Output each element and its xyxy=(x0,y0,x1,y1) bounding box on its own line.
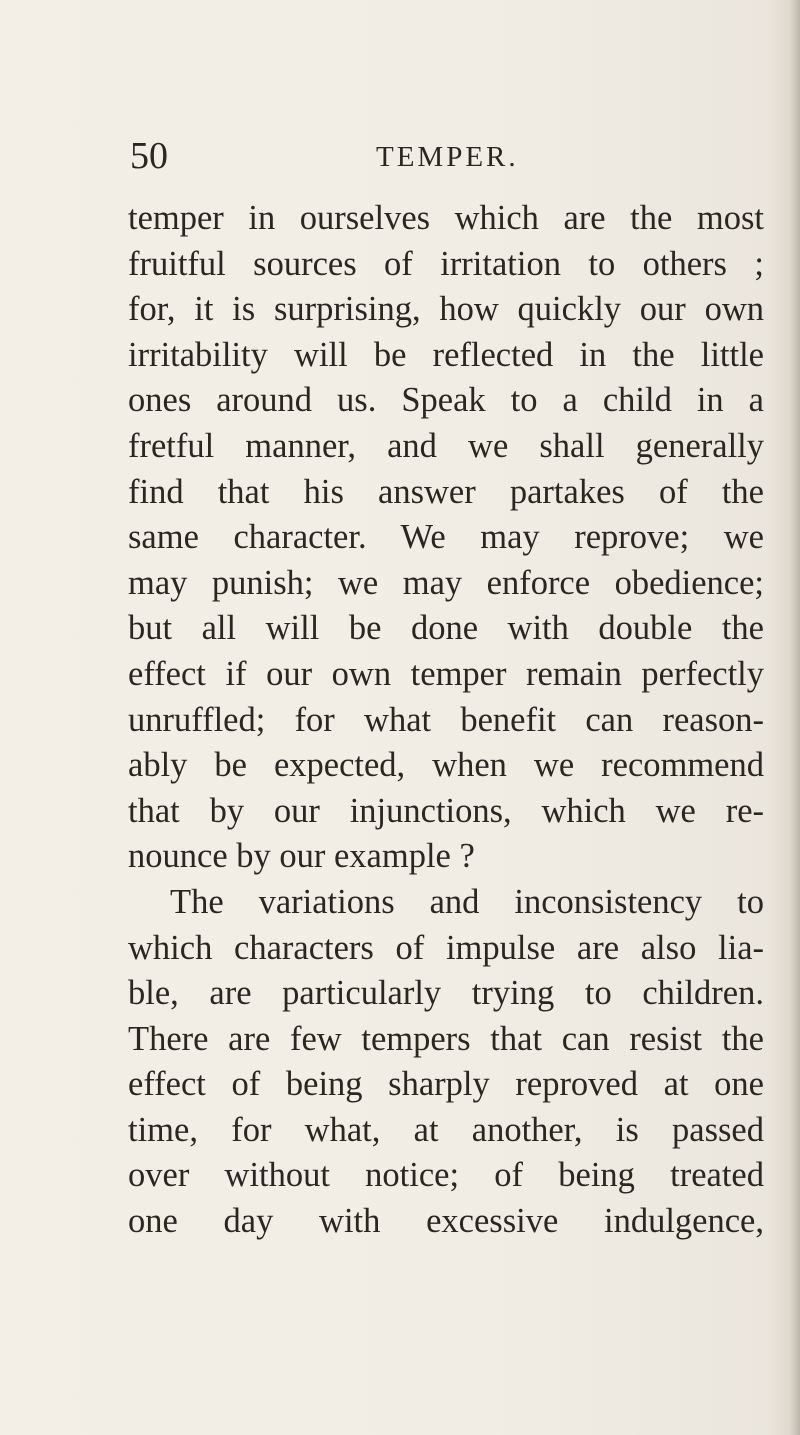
text-line: ble, are particularly trying to children. xyxy=(128,974,764,1013)
text-line: effect if our own temper remain perfectly xyxy=(128,654,764,693)
text-line: one day with excessive indulgence, xyxy=(128,1202,764,1241)
text-line: unruffled; for what benefit can reason- xyxy=(128,700,764,739)
text-line: fruitful sources of irritation to others ; xyxy=(128,244,764,283)
text-line: irritability will be reflected in the little xyxy=(128,335,764,374)
text-line: fretful manner, and we shall generally xyxy=(128,426,764,465)
page-edge-shadow xyxy=(790,0,800,1435)
text-line: effect of being sharply reproved at one xyxy=(128,1065,764,1104)
text-line: ones around us. Speak to a child in a xyxy=(128,381,764,420)
page-number: 50 xyxy=(130,135,168,177)
text-line: for, it is surprising, how quickly our own xyxy=(128,290,764,329)
text-line: over without notice; of being treated xyxy=(128,1156,764,1195)
text-line: but all will be done with double the xyxy=(128,609,764,648)
text-line: ably be expected, when we recommend xyxy=(128,746,764,785)
text-line: same character. We may reprove; we xyxy=(128,518,764,557)
text-line: time, for what, at another, is passed xyxy=(128,1110,764,1149)
text-line: may punish; we may enforce obedience; xyxy=(128,563,764,602)
running-title: TEMPER. xyxy=(376,141,519,173)
text-line: that by our injunctions, which we re- xyxy=(128,791,764,830)
text-line: There are few tempers that can resist the xyxy=(128,1019,764,1058)
text-line: temper in ourselves which are the most xyxy=(128,199,764,237)
text-line: nounce by our example ? xyxy=(128,837,475,876)
text-line: which characters of impulse are also lia- xyxy=(128,928,764,967)
text-line: The variations and inconsistency to xyxy=(170,882,764,921)
text-line: find that his answer partakes of the xyxy=(128,472,764,511)
body-text xyxy=(128,196,764,1245)
running-head xyxy=(130,136,760,176)
